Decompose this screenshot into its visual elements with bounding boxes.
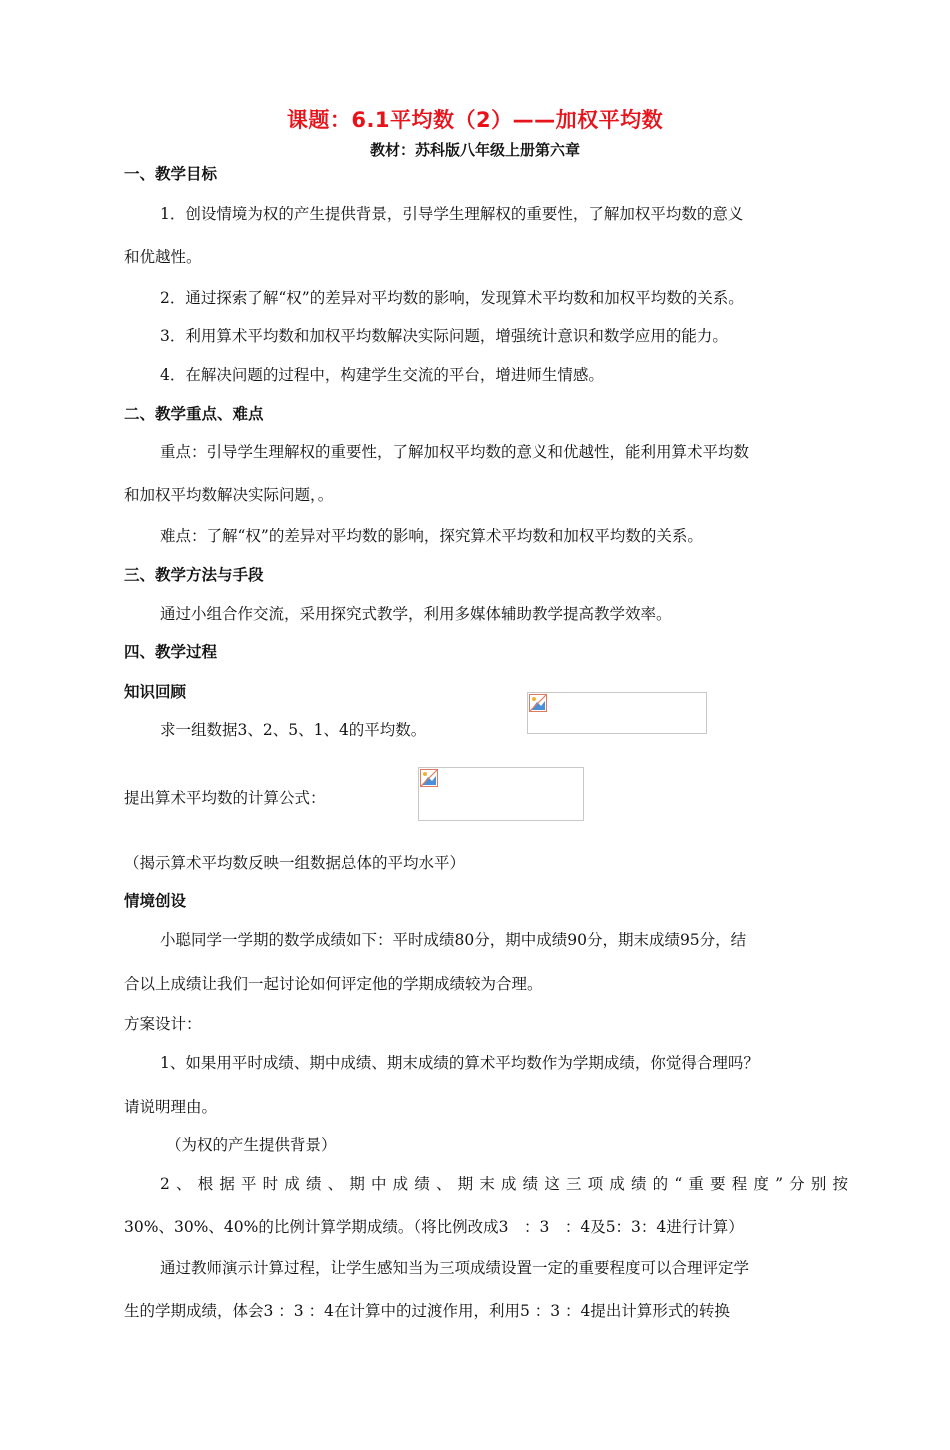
formula-label: 提出算术平均数的计算公式： — [124, 789, 326, 807]
key-point-line-2: 和加权平均数解决实际问题，。 — [124, 486, 334, 504]
objective-1-line-2: 和优越性。 — [124, 248, 202, 266]
plan-1-line-2: 请说明理由。 — [124, 1098, 218, 1116]
broken-image-formula — [418, 767, 584, 821]
plan-1-note: （为权的产生提供背景） — [166, 1136, 337, 1154]
demo-line-1: 通过教师演示计算过程，让学生感知当为三项成绩设置一定的重要程度可以合理评定学 — [160, 1259, 750, 1277]
section-heading-objectives: 一、教学目标 — [124, 165, 218, 183]
page-title: 课题：6.1平均数（2）——加权平均数 — [286, 108, 664, 132]
reveal-note: （揭示算术平均数反映一组数据总体的平均水平） — [124, 854, 466, 872]
objective-2: 2．通过探索了解“权”的差异对平均数的影响，发现算术平均数和加权平均数的关系。 — [160, 289, 744, 307]
subheading-scenario: 情境创设 — [124, 892, 187, 910]
plan-1-line-1: 1、如果用平时成绩、期中成绩、期末成绩的算术平均数作为学期成绩，你觉得合理吗？ — [160, 1054, 759, 1072]
subheading-review: 知识回顾 — [124, 683, 187, 701]
section-heading-methods: 三、教学方法与手段 — [124, 566, 264, 584]
objective-1-line-1: 1．创设情境为权的产生提供背景，引导学生理解权的重要性，了解加权平均数的意义 — [160, 205, 744, 223]
scenario-line-2: 合以上成绩让我们一起讨论如何评定他的学期成绩较为合理。 — [124, 975, 543, 993]
difficulty-point: 难点：了解“权”的差异对平均数的影响，探究算术平均数和加权平均数的关系。 — [160, 527, 703, 545]
section-heading-process: 四、教学过程 — [124, 643, 218, 661]
textbook-subtitle: 教材：苏科版八年级上册第六章 — [369, 141, 580, 159]
review-question: 求一组数据3、2、5、1、4的平均数。 — [160, 721, 427, 739]
plan-label: 方案设计： — [124, 1015, 202, 1033]
broken-image-average — [527, 692, 707, 734]
key-point-line-1: 重点：引导学生理解权的重要性，了解加权平均数的意义和优越性，能利用算术平均数 — [160, 443, 750, 461]
broken-image-icon — [420, 769, 438, 787]
scenario-line-1: 小聪同学一学期的数学成绩如下：平时成绩80分，期中成绩90分，期末成绩95分，结 — [160, 931, 747, 949]
broken-image-icon — [529, 694, 547, 712]
objective-3: 3．利用算术平均数和加权平均数解决实际问题，增强统计意识和数学应用的能力。 — [160, 327, 728, 345]
plan-2-line-2: 30%、30%、40%的比例计算学期成绩。（将比例改成3 ：3 ：4及5：3：4进行计算） — [124, 1218, 744, 1236]
objective-4: 4．在解决问题的过程中，构建学生交流的平台，增进师生情感。 — [160, 366, 604, 384]
demo-line-2: 生的学期成绩，体会3 ：3 ：4在计算中的过渡作用，利用5 ：3 ：4提出计算形式的转换 — [124, 1302, 730, 1320]
plan-2-line-1: 2、根据平时成绩、期中成绩、期末成绩这三项成绩的“重要程度”分别按 — [160, 1175, 848, 1193]
section-heading-key-points: 二、教学重点、难点 — [124, 405, 264, 423]
methods-paragraph: 通过小组合作交流，采用探究式教学，利用多媒体辅助教学提高教学效率。 — [160, 605, 672, 623]
